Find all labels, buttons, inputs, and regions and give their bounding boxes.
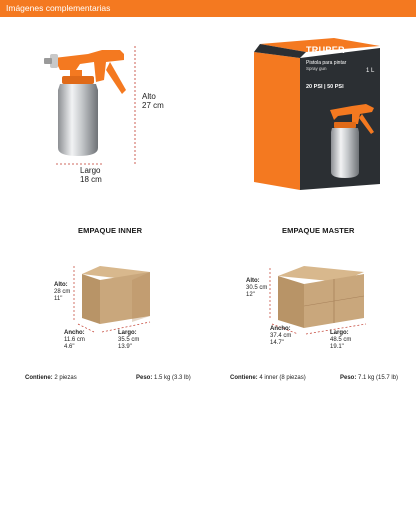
inner-alto: Alto: 28 cm 11" — [54, 282, 71, 302]
inner-peso: Peso: 1.5 kg (3.3 lb) — [136, 375, 191, 381]
box-pressure: 20 PSI | 50 PSI — [306, 84, 344, 90]
master-alto: Alto: 30.5 cm 12" — [246, 278, 268, 298]
box-brand-vertical: TRUPER — [242, 47, 256, 100]
box-capacity: 1 L — [366, 68, 375, 74]
inner-contiene: Contiene: 2 piezas — [25, 375, 77, 381]
inner-largo: Largo: 35.5 cm 13.9" — [118, 330, 140, 350]
master-ancho: Ancho: 37.4 cm 14.7" — [270, 326, 292, 346]
master-peso: Peso: 7.1 kg (15.7 lb) — [340, 375, 399, 381]
box-spray-gun-image — [322, 98, 378, 184]
box-brand-front: TRUPER — [306, 45, 345, 55]
master-title: EMPAQUE MASTER — [282, 226, 355, 235]
section-header: Imágenes complementarias — [0, 0, 416, 17]
inner-ancho: Ancho: 11.6 cm 4.6" — [64, 330, 85, 350]
spray-gun-image — [40, 40, 140, 170]
product-alto-label: Alto 27 cm — [142, 92, 164, 110]
box-title: Pistola para pintar — [306, 60, 347, 66]
master-largo: Largo: 48.5 cm 19.1" — [330, 330, 352, 350]
inner-carton-image — [70, 262, 160, 340]
master-contiene: Contiene: 4 inner (8 piezas) — [230, 375, 306, 381]
box-subtitle: Spray gun — [306, 66, 327, 71]
inner-title: EMPAQUE INNER — [78, 226, 143, 235]
product-largo-label: Largo 18 cm — [80, 166, 102, 184]
